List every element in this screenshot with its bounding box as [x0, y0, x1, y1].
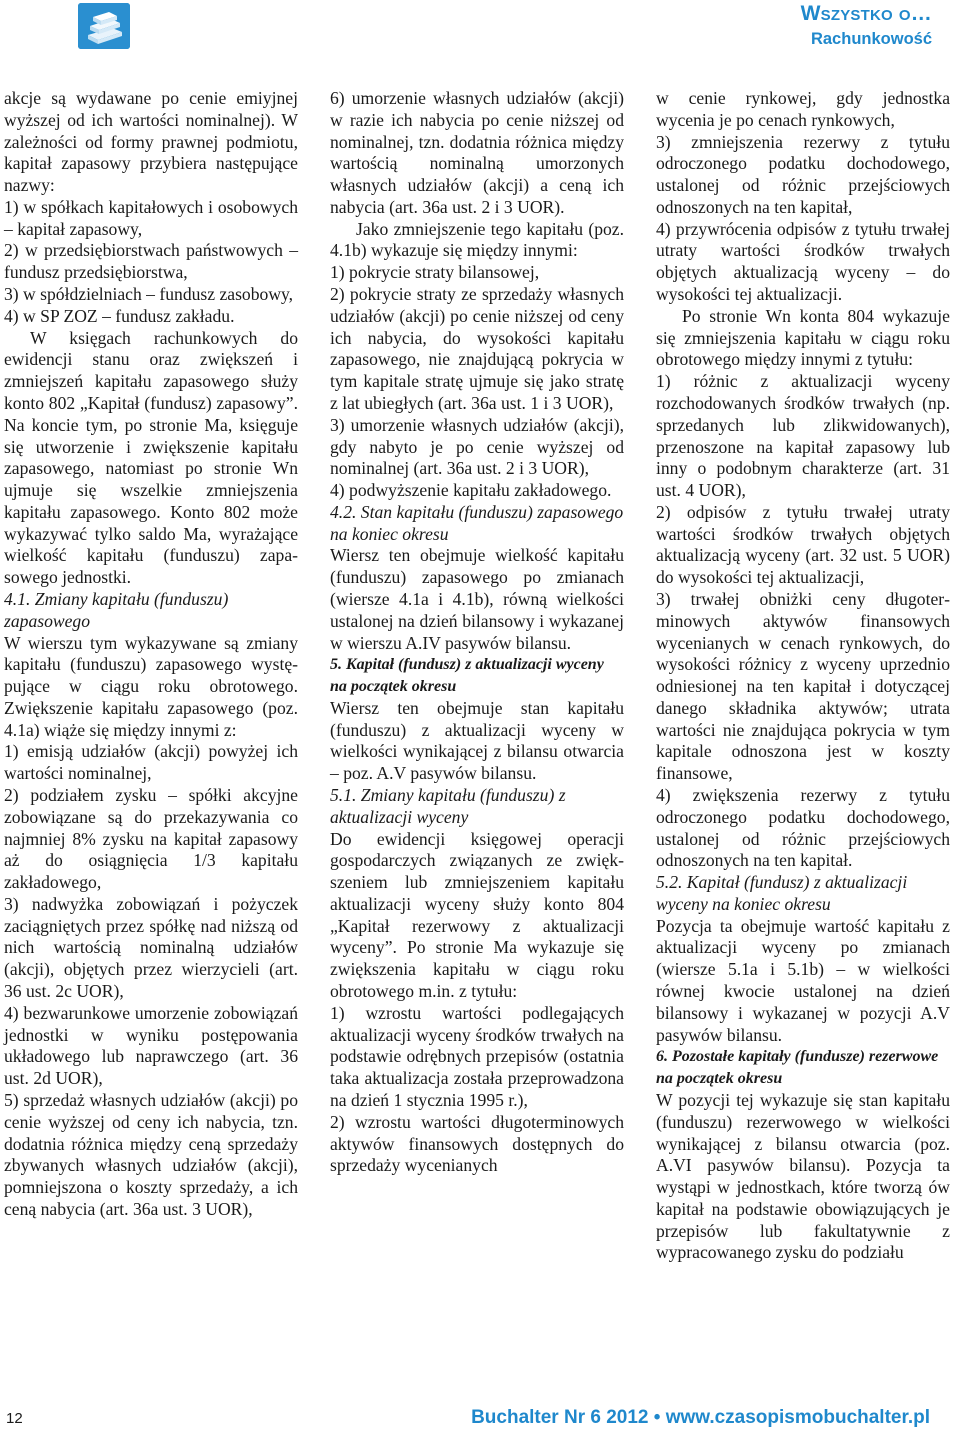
- paragraph: akcje są wydawane po cenie emiyjnej wyższej od ich wartości nominalnej). W zależności od formy prawnej podmiotu, kapitał zapasowy przybiera następujące nazwy:: [4, 88, 298, 196]
- subheading: 5.1. Zmiany kapitału (funduszu) z aktualizacji wyceny: [330, 785, 566, 827]
- paragraph: Pozycja ta obejmuje wartość kapitału z aktualizacji wyceny po zmianach (wiersze 5.1a i 5.1b) – w wielkości równej kwocie ustalonej na dzień bilansowy i wykazanej w pozycji A.V pasywów bilansu.: [656, 915, 950, 1045]
- section-title: Rachunkowość: [810, 30, 932, 48]
- paragraph: 6) umorzenie własnych udziałów (akcji) w razie ich nabycia po cenie niższej od nominalnej, tzn. dodatnia różnica między wartością nominalną umorzonych własnych udziałów (akcji) a ceną ich nabycia (art. 36a ust. 2 i 3 UOR).: [330, 88, 624, 217]
- paragraph: 3) w spółdzielniach – fundusz zasobowy,: [4, 284, 294, 305]
- paragraph: W pozycji tej wykazuje się stan kapitału (funduszu) rezerwowego w wielkości wynikającej z bilansu otwarcia (poz. A.VI pasywów bilansu). Pozycja ta wystąpi w jednostkach, które tworzą ów kapitał na podstawie obowiązujących je przepisów lub fakultatywnie z wypracowanego zysku do podziału: [656, 1089, 950, 1263]
- paragraph: 2) pokrycie straty ze sprzedaży własnych udziałów (akcji) po cenie niższej od ceny ich nabycia, do wysokości kapitału zapasowego, nie znajdującą pokrycia w tym kapitale stratę ujmuje się jako stratę z lat ubiegłych (art. 36a ust. 1 i 3 UOR),: [330, 284, 624, 413]
- paragraph: 4) podwyższenie kapitału zakładowego.: [330, 480, 612, 501]
- paragraph: 2) odpisów z tytułu trwałej utraty wartości środków trwałych objętych aktualizacją wyceny (art. 32 ust. 5 UOR) do wysokości tej aktualizacji,: [656, 501, 950, 588]
- paragraph: Wiersz ten obejmuje wielkość kapitału (funduszu) zapasowego po zmianach (wiersze 4.1a i 4.1b), równą wielkości ustalonej na dzień bilansowy i wykazanej w wierszu A.IV pasywów bilansu.: [330, 545, 624, 653]
- paragraph: 3) trwałej obniżki ceny długoterminowych aktywów finansowych wycenianych w cenach rynkowych, do wysokości różnicy z wyceny uprzednio odniesionej na ten kapitał i dotyczącej danego składnika aktywów; utrata wartości nie znajdująca pokrycia w tym kapitale odnoszona jest w koszty finansowe,: [656, 588, 950, 784]
- page-number: 12: [6, 1410, 23, 1427]
- paragraph: 1) w spółkach kapitałowych i osobowych – kapitał zapasowy,: [4, 196, 298, 239]
- text-column-3: [656, 88, 950, 1264]
- paragraph: Po stronie Wn konta 804 wykazuje się zmniejszenia kapitału w ciągu roku obrotowego między innymi z tytułu:: [656, 305, 950, 370]
- text-column-1: [4, 88, 298, 1221]
- paragraph: w cenie rynkowej, gdy jednostka wycenia je po cenach rynkowych,: [656, 88, 950, 130]
- subheading: 4.2. Stan kapitału (funduszu) zapasowego na koniec okresu: [330, 501, 624, 544]
- paragraph: W księgach rachunkowych do ewidencji stanu oraz zwiększeń i zmniejszeń kapitału zapasowego służy konto 802 „Kapitał (fundusz) zapasowy”. Na koncie tym, po stronie Ma, księguje się utworzenie i zwiększenie kapitału zapasowego, natomiast po stronie Wn ujmuje się wszelkie zmniejszenia kapitału zapasowego. Konto 802 może wykazywać tylko saldo Ma, wyrażające wielkość kapitału (funduszu) zapasowego jednostki.: [4, 327, 298, 588]
- paragraph: 4) w SP ZOZ – fundusz zakładu.: [4, 305, 235, 326]
- subheading: 5.2. Kapitał (fundusz) z aktualizacji wyceny na koniec okresu: [656, 872, 908, 914]
- paragraph: 2) podziałem zysku – spółki akcyjne zobowiązane są do przekazywania co najmniej 8% zysku na kapitał zapasowy aż do osiągnięcia 1/3 kapitału zakładowego,: [4, 785, 298, 893]
- subheading: 5. Kapitał (fundusz) z aktualizacji wyceny na początek okresu: [330, 656, 604, 696]
- text-column-2: [330, 88, 624, 1177]
- paragraph: 3) zmniejszenia rezerwy z tytułu odroczonego podatku dochodowego, ustalonej od różnic przejściowych odnoszonych na ten kapitał,: [656, 131, 950, 217]
- paragraph: 5) sprzedaż własnych udziałów (akcji) po cenie wyższej od ceny ich nabycia, tzn. dodatnia różnica między ceną sprzedaży zbywanych własnych udziałów (akcji), pomniejszona o koszty sprzedaży, a ich ceną nabycia (art. 36a ust. 3 UOR),: [4, 1089, 298, 1219]
- paragraph: Do ewidencji księgowej operacji gospodarczych związanych ze zwiększeniem lub zmniejszeniem kapitału aktualizacji wyceny służy konto 804 „Kapitał rezerwowy z aktualizacji wyceny”. Po stronie Ma wykazuje się zwiększenia kapitału w ciągu roku obrotowego m.in. z tytułu:: [330, 828, 624, 1002]
- paragraph: 1) wzrostu wartości podlegających aktualizacji wyceny środków trwałych na podstawie odrębnych przepisów (ostatnia taka aktualizacja została przeprowadzona na dzień 1 stycznia 1995 r.),: [330, 1002, 624, 1110]
- paragraph: 1) pokrycie straty bilansowej,: [330, 262, 540, 283]
- paragraph: W wierszu tym wykazywane są zmiany kapitału (funduszu) zapasowego występujące w ciągu roku obrotowego. Zwiększenie kapitału zapasowego (poz. 4.1a) wiąże się między innymi z:: [4, 632, 298, 740]
- series-title: Wszystko o…: [800, 2, 932, 25]
- book-stack-icon: [78, 3, 130, 49]
- paragraph: 2) wzrostu wartości długoterminowych aktywów finansowych dostępnych do sprzedaży wycenianych: [330, 1111, 624, 1176]
- page-footer: [0, 1400, 960, 1433]
- paragraph: Jako zmniejszenie tego kapitału (poz. 4.1b) wykazuje się między innymi:: [330, 218, 624, 261]
- paragraph: 4) przywrócenia odpisów z tytułu trwałej utraty wartości środków trwałych objętych aktualizacją wyceny – do wysokości tej aktualizacji.: [656, 218, 950, 305]
- paragraph: 2) w przedsiębiorstwach państwowych – fundusz przedsiębiorstwa,: [4, 240, 298, 283]
- magazine-footer: Buchalter Nr 6 2012 • www.czasopismobuchalter.pl: [471, 1407, 930, 1428]
- paragraph: 3) umorzenie własnych udziałów (akcji), gdy nabyto je po cenie wyższej od nominalnej (art. 36a ust. 2 i 3 UOR),: [330, 414, 624, 479]
- paragraph: 4) bezwarunkowe umorzenie zobowiązań jednostki w wyniku postępowania układowego lub naprawczego (art. 36 ust. 2d UOR),: [4, 1002, 298, 1089]
- paragraph: 3) nadwyżka zobowiązań i pożyczek zaciągniętych przez spółkę nad niższą od nich wartością nominalną udziałów (akcji), objętych przez wierzycieli (art. 36 ust. 2c UOR),: [4, 893, 298, 1002]
- subheading: 4.1. Zmiany kapitału (funduszu) zapasowego: [4, 588, 229, 631]
- paragraph: 4) zwiększenia rezerwy z tytułu odroczonego podatku dochodowego, ustalonej od różnic przejściowych odnoszonych na ten kapitał.: [656, 785, 950, 871]
- page-header: [801, 2, 932, 50]
- paragraph: 1) emisją udziałów (akcji) powyżej ich wartości nominalnej,: [4, 741, 298, 784]
- paragraph: Wiersz ten obejmuje stan kapitału (funduszu) z aktualizacji wyceny w wielkości wynikającej z bilansu otwarcia – poz. A.V pasywów bilansu.: [330, 697, 624, 784]
- subheading: 6. Pozostałe kapitały (fundusze) rezerwowe na początek okresu: [656, 1048, 939, 1088]
- paragraph: 1) różnic z aktualizacji wyceny rozchodowanych środków trwałych (np. sprzedanych lub zlikwidowanych), przenoszone na kapitał zapasowy lub inny o podobnym charakterze (art. 31 ust. 4 UOR),: [656, 371, 950, 501]
